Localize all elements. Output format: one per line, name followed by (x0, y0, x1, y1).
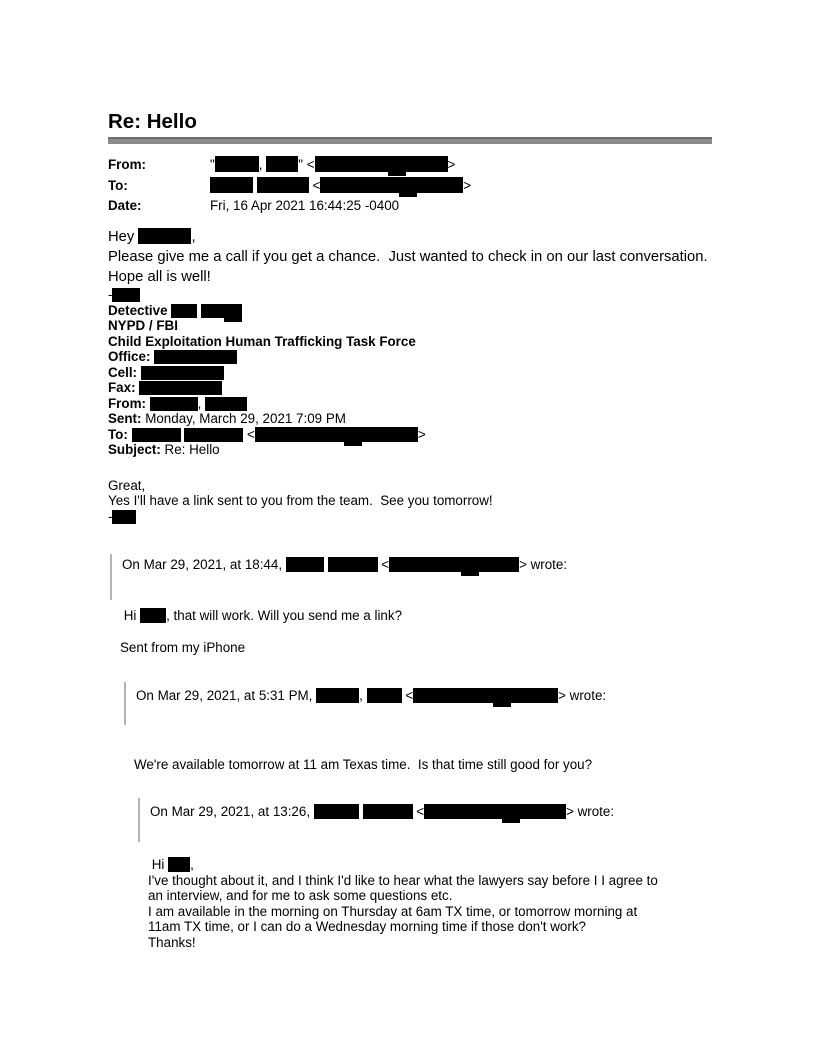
redaction-box (138, 228, 191, 244)
quoted-reply-3-line-2 (148, 873, 712, 889)
redaction-box (314, 804, 359, 819)
text-run: - (108, 287, 113, 302)
message-body-intro-line-3 (108, 267, 712, 287)
quote-header-1-line-1 (122, 557, 712, 573)
date-label: Date: (108, 198, 142, 213)
redaction-box (171, 304, 197, 318)
quoted-reply-3-line-6 (148, 935, 712, 951)
quoted-reply-1-line-1 (120, 608, 712, 624)
message-body-intro (108, 227, 712, 287)
signature-block-line-6 (108, 365, 712, 381)
quoted-reply-3-line-5 (148, 919, 712, 935)
quote-header-2 (124, 682, 712, 725)
redaction-box (201, 304, 242, 318)
text-run: > (463, 177, 472, 193)
signature-block-line-1 (108, 287, 712, 303)
redaction-box (150, 397, 198, 411)
quoted-reply-3 (148, 857, 712, 950)
text-run: We're available tomorrow at 11 am Texas time. Is that time still good for you? (134, 757, 593, 772)
text-run: Detective (108, 302, 172, 318)
redaction-box (112, 510, 136, 524)
redaction-box (316, 688, 359, 703)
quoted-reply-2 (134, 757, 712, 773)
text-run: , (359, 688, 367, 703)
text-run: On Mar 29, 2021, at 13:26, (150, 804, 314, 819)
signature-block-line-10 (108, 427, 712, 443)
redaction-box (363, 804, 413, 819)
text-run: From: (108, 395, 150, 411)
text-run: On Mar 29, 2021, at 5:31 PM, (136, 688, 317, 703)
redaction-box (184, 428, 243, 442)
signature-block (108, 287, 712, 458)
quoted-reply-3-line-3 (148, 888, 712, 904)
signature-block-line-11 (108, 442, 712, 458)
title-rule (108, 137, 712, 144)
redaction-box (320, 177, 463, 193)
signature-block-line-7 (108, 380, 712, 396)
redaction-box (140, 608, 166, 623)
text-run: Fax: (108, 380, 140, 395)
text-run: > wrote: (558, 688, 607, 703)
redaction-box (132, 428, 181, 442)
redaction-descender (388, 172, 406, 176)
redaction-box (210, 177, 253, 193)
text-run: " < (298, 157, 315, 172)
page-title: Re: Hello (108, 110, 197, 133)
redaction-descender (502, 819, 520, 823)
sent-from-iphone (120, 640, 712, 656)
text-run: < (308, 177, 321, 193)
text-run: Cell: (108, 364, 141, 380)
reply-message-line-1 (108, 478, 712, 494)
reply-message-line-2 (108, 493, 712, 509)
text-run: Hope all is well! (108, 269, 211, 285)
text-run: Office: (108, 349, 155, 364)
quoted-reply-1 (120, 608, 712, 624)
redaction-box (154, 350, 237, 364)
redaction-box (389, 557, 519, 572)
redaction-box (367, 688, 402, 703)
text-run: > (417, 426, 426, 442)
redaction-box (205, 397, 247, 411)
text-run: , (197, 395, 206, 411)
message-headers-line-2 (108, 176, 712, 197)
text-run: < (401, 688, 414, 703)
redaction-box (315, 156, 448, 172)
quoted-reply-3-line-4 (148, 904, 712, 920)
text-run: , (258, 157, 267, 172)
message-body-intro-line-1 (108, 227, 712, 247)
signature-block-line-3 (108, 318, 712, 334)
redaction-descender (493, 703, 511, 707)
redaction-box (266, 156, 298, 172)
text-run: I am available in the morning on Thursday at 6am TX time, or tomorrow morning at (148, 903, 638, 919)
sent-value: Monday, March 29, 2021 7:09 PM (145, 411, 346, 426)
text-run: To: (108, 426, 132, 442)
text-run: " (210, 157, 215, 172)
text-run: Sent: (108, 411, 146, 426)
redaction-box (215, 156, 259, 172)
text-run: > wrote: (519, 557, 568, 572)
text-run: 11am TX time, or I can do a Wednesday morning time if those don't work? (148, 919, 586, 934)
text-run: , that will work. Will you send me a link? (166, 608, 403, 623)
text-run: Please give me a call if you get a chance. Just wanted to check in on our last conversation. (108, 249, 708, 265)
quoted-reply-2-line-1 (134, 757, 712, 773)
text-run: Yes I'll have a link sent to you from the team. See you tomorrow! (108, 493, 493, 508)
redaction-descender (344, 442, 362, 446)
redaction-descender (224, 318, 242, 322)
redaction-box (424, 804, 566, 819)
redaction-box (139, 381, 222, 395)
text-run: Great, (108, 477, 146, 493)
text-run: < (377, 557, 390, 572)
text-run: < (412, 804, 425, 819)
text-run: Child Exploitation Human Trafficking Task Force (108, 333, 416, 349)
text-run: Hi (120, 608, 141, 623)
quote-header-3-line-1 (150, 804, 712, 820)
text-run: I've thought about it, and I think I'd like to hear what the lawyers say before I I agree to (148, 872, 658, 888)
to-label: To: (108, 177, 128, 193)
message-headers (108, 155, 712, 217)
greeting: Hey (108, 229, 139, 245)
reply-message-line-3 (108, 509, 712, 525)
quoted-reply-3-line-1 (148, 857, 712, 873)
text-run: On Mar 29, 2021, at 18:44, (122, 557, 286, 572)
text-run: , (190, 857, 194, 872)
signature-block-line-2 (108, 303, 712, 319)
quote-header-2-line-1 (136, 688, 712, 704)
redaction-descender (461, 572, 479, 576)
redaction-box (257, 177, 309, 193)
message-body-intro-line-2 (108, 247, 712, 267)
signature-block-line-4 (108, 334, 712, 350)
redaction-box (286, 557, 324, 572)
message-headers-line-1 (108, 155, 712, 176)
redaction-box (112, 288, 140, 302)
from-label: From: (108, 157, 146, 172)
signature-block-line-8 (108, 396, 712, 412)
quote-header-1 (110, 554, 712, 600)
text-run: > (447, 157, 456, 172)
signature-block-line-5 (108, 349, 712, 365)
text-run: Sent from my iPhone (120, 639, 246, 655)
redaction-descender (399, 193, 417, 197)
redaction-box (413, 688, 558, 703)
text-run: NYPD / FBI (108, 318, 178, 333)
text-run: Thanks! (148, 934, 196, 950)
text-run: , (191, 229, 196, 245)
redaction-box (328, 557, 378, 572)
text-run: > wrote: (566, 804, 615, 819)
redaction-box (255, 427, 418, 442)
reply-message (108, 478, 712, 525)
signature-block-line-9 (108, 411, 712, 427)
date-value: Fri, 16 Apr 2021 16:44:25 -0400 (210, 198, 400, 213)
text-run: an interview, and for me to ask some questions etc. (148, 888, 453, 903)
quote-header-3 (138, 798, 712, 842)
subject-value: Re: Hello (164, 442, 220, 457)
text-run: Hi (148, 857, 169, 872)
message-headers-line-3 (108, 196, 712, 217)
redaction-box (168, 857, 190, 872)
text-run: < (243, 426, 255, 442)
sent-from-iphone-line-1 (120, 640, 712, 656)
text-run: Subject: (108, 442, 165, 457)
text-run: - (108, 508, 113, 524)
email-body-blocks (108, 155, 712, 950)
redaction-box (141, 366, 224, 380)
